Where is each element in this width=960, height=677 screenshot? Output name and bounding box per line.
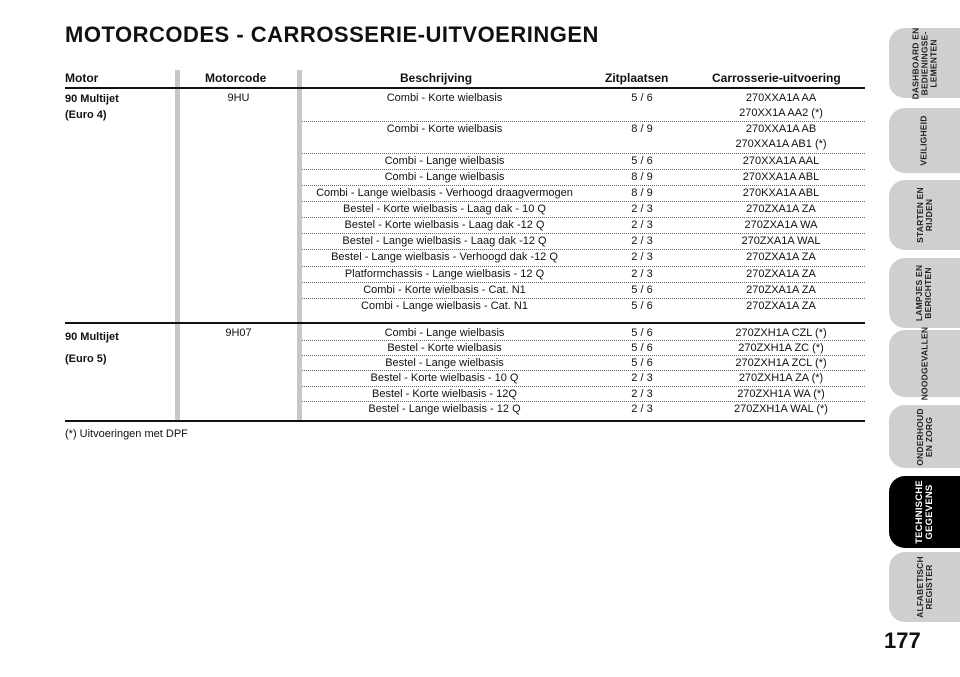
seats-cell: 2 / 3 <box>631 219 653 231</box>
description-cell: Bestel - Lange wielbasis - Laag dak -12 Q <box>342 235 547 247</box>
description-cell: Combi - Lange wielbasis - Cat. N1 <box>361 300 528 312</box>
table-row <box>65 299 865 315</box>
chapter-tab-label: NOODGEVALLEN <box>919 326 929 401</box>
body-version-cell: 270ZXH1A CZL (*) <box>735 327 827 339</box>
body-version-cell: 270ZXA1A ZA <box>746 300 816 312</box>
seats-cell: 5 / 6 <box>631 155 653 167</box>
table-row <box>65 356 865 371</box>
description-cell: Bestel - Korte wielbasis <box>387 342 502 354</box>
table-row <box>65 283 865 299</box>
table-row <box>65 170 865 186</box>
seats-cell: 2 / 3 <box>631 268 653 280</box>
page-title: MOTORCODES - CARROSSERIE-UITVOERINGEN <box>65 22 599 47</box>
chapter-tab-2[interactable] <box>889 180 960 250</box>
description-cell: Platformchassis - Lange wielbasis - 12 Q <box>344 268 545 280</box>
header-zitplaatsen: Zitplaatsen <box>605 71 669 85</box>
chapter-tab-3[interactable] <box>889 258 960 328</box>
seats-cell: 2 / 3 <box>631 372 653 384</box>
group-rule <box>65 322 865 324</box>
description-cell: Combi - Lange wielbasis - Verhoogd draagvermogen <box>316 187 573 199</box>
description-cell: Combi - Lange wielbasis <box>384 171 505 183</box>
table-header <box>65 70 865 87</box>
body-version-cell: 270ZXA1A WA <box>744 219 818 231</box>
motor-code: 9H07 <box>225 327 252 339</box>
chapter-tab-6[interactable] <box>889 476 960 548</box>
seats-cell: 5 / 6 <box>631 342 653 354</box>
motor-name: 90 Multijet (Euro 4) <box>65 93 119 121</box>
seats-cell: 8 / 9 <box>631 171 653 183</box>
header-motorcode: Motorcode <box>205 71 267 85</box>
table-row <box>65 387 865 402</box>
description-cell: Bestel - Korte wielbasis - 10 Q <box>370 372 519 384</box>
description-cell: Bestel - Korte wielbasis - 12Q <box>372 388 517 400</box>
chapter-tab-4[interactable] <box>889 326 960 401</box>
chapter-tab-label: STARTEN EN RIJDEN <box>914 187 934 243</box>
description-cell: Bestel - Lange wielbasis <box>385 357 504 369</box>
header-motor: Motor <box>65 71 99 85</box>
header-rule <box>65 87 865 89</box>
description-cell: Combi - Korte wielbasis <box>386 123 503 135</box>
chapter-tab-label: LAMPJES EN BERICHTEN <box>914 264 934 322</box>
seats-cell: 5 / 6 <box>631 300 653 312</box>
body-version-cell: 270XXA1A AB 270XXA1A AB1 (*) <box>735 123 827 150</box>
header-beschrijving: Beschrijving <box>400 71 473 85</box>
chapter-tab-label: DASHBOARD EN BEDIENINGSE- LEMENTEN <box>910 27 939 99</box>
table-row <box>65 186 865 202</box>
description-cell: Bestel - Korte wielbasis - Laag dak - 10 Q <box>343 203 546 215</box>
motor-name: 90 Multijet (Euro 5) <box>65 331 119 365</box>
description-cell: Combi - Korte wielbasis - Cat. N1 <box>363 284 526 296</box>
seats-cell: 2 / 3 <box>631 388 653 400</box>
table-bottom-rule <box>65 420 865 422</box>
chapter-tab-label: ALFABETISCH REGISTER <box>914 556 934 618</box>
seats-cell: 5 / 6 <box>631 284 653 296</box>
description-cell: Combi - Lange wielbasis <box>384 327 505 339</box>
body-version-cell: 270ZXH1A WA (*) <box>737 388 825 400</box>
chapter-tab-label: ONDERHOUD EN ZORG <box>914 407 934 466</box>
body-version-cell: 270XXA1A ABL <box>742 171 820 183</box>
page-number: 177 <box>884 628 921 653</box>
body-version-cell: 270ZXA1A ZA <box>746 284 816 296</box>
body-version-cell: 270ZXA1A ZA <box>746 203 816 215</box>
seats-cell: 5 / 6 <box>631 92 653 104</box>
description-cell: Combi - Korte wielbasis <box>386 92 503 104</box>
chapter-tab-7[interactable] <box>889 552 960 622</box>
body-version-cell: 270ZXA1A ZA <box>746 251 816 263</box>
body-version-cell: 270XXA1A AA 270XX1A AA2 (*) <box>739 92 823 119</box>
seats-cell: 2 / 3 <box>631 403 653 415</box>
table-row <box>65 371 865 387</box>
description-cell: Bestel - Lange wielbasis - Verhoogd dak -12 Q <box>331 251 558 263</box>
seats-cell: 8 / 9 <box>631 187 653 199</box>
seats-cell: 5 / 6 <box>631 357 653 369</box>
chapter-tab-5[interactable] <box>889 405 960 468</box>
footnote: (*) Uitvoeringen met DPF <box>65 428 188 440</box>
body-version-cell: 270ZXH1A ZCL (*) <box>735 357 827 369</box>
chapter-tab-0[interactable] <box>889 28 960 98</box>
chapter-tab-1[interactable] <box>889 108 960 173</box>
table-row <box>65 326 865 341</box>
seats-cell: 8 / 9 <box>631 123 653 135</box>
body-version-cell: 270ZXH1A WAL (*) <box>734 403 828 415</box>
body-version-cell: 270ZXA1A ZA <box>746 268 816 280</box>
seats-cell: 5 / 6 <box>631 327 653 339</box>
body-version-cell: 270ZXH1A ZC (*) <box>738 342 824 354</box>
table-row <box>65 402 865 418</box>
body-version-cell: 270ZXA1A WAL <box>741 235 821 247</box>
table-row <box>65 122 865 154</box>
chapter-tab-label: TECHNISCHE GEGEVENS <box>913 480 935 544</box>
table-row <box>65 234 865 250</box>
table-row <box>65 202 865 218</box>
description-cell: Bestel - Korte wielbasis - Laag dak -12 Q <box>344 219 545 231</box>
body-version-cell: 270ZXH1A ZA (*) <box>738 372 824 384</box>
description-cell: Combi - Lange wielbasis <box>384 155 505 167</box>
motor-code: 9HU <box>227 92 250 104</box>
seats-cell: 2 / 3 <box>631 251 653 263</box>
table-row <box>65 341 865 356</box>
body-version-cell: 270XXA1A AAL <box>742 155 820 167</box>
table-row <box>65 154 865 170</box>
seats-cell: 2 / 3 <box>631 235 653 247</box>
seats-cell: 2 / 3 <box>631 203 653 215</box>
chapter-tab-label: VEILIGHEID <box>919 115 929 166</box>
table-row <box>65 91 865 122</box>
table-row <box>65 267 865 283</box>
description-cell: Bestel - Lange wielbasis - 12 Q <box>368 403 521 415</box>
table-row <box>65 218 865 234</box>
body-version-cell: 270KXA1A ABL <box>742 187 820 199</box>
header-carrosserie: Carrosserie-uitvoering <box>712 71 841 85</box>
table-row <box>65 250 865 267</box>
